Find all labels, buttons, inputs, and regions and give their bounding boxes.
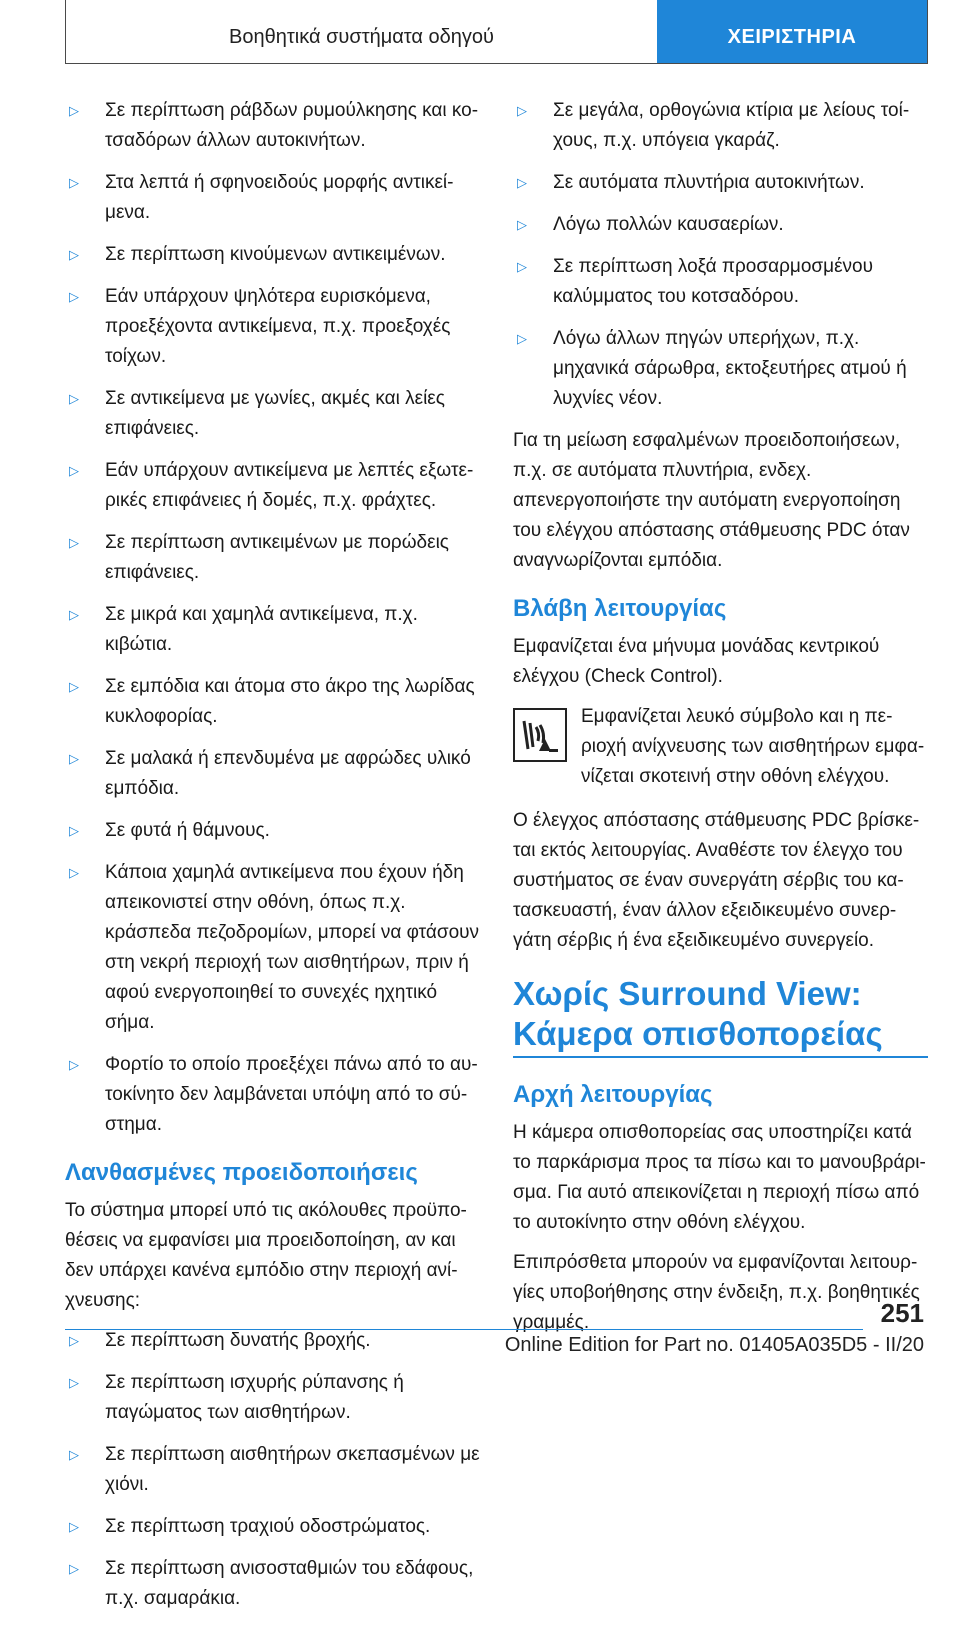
bullet-text: Σε περίπτωση ανισοσταθμιών του εδάφους, π.χ. σαμαράκια. — [105, 1558, 474, 1609]
triangle-right-icon: ▷ — [517, 259, 527, 274]
footer-edition: Online Edition for Part no. 01405A035D5 - II/20 — [504, 1334, 924, 1356]
bullet-text: Σε περίπτωση αντικειμένων με πορώδεις επιφάνειες. — [105, 532, 449, 583]
bullet-item — [65, 816, 480, 846]
footer-rule — [65, 1329, 863, 1330]
heading-principle: Αρχή λειτουργίας — [513, 1081, 713, 1108]
triangle-right-icon: ▷ — [69, 1057, 79, 1072]
heading-malfunction: Βλάβη λειτουργίας — [513, 595, 727, 622]
triangle-right-icon: ▷ — [517, 175, 527, 190]
bullet-item — [65, 168, 480, 228]
right-column — [513, 96, 928, 1348]
bullet-text: Εάν υπάρχουν ψηλότερα ευρισκόμενα, προεξέχοντα αντικείμενα, π.χ. προεξοχές τοίχων. — [105, 286, 451, 367]
paragraph-false-warnings: Το σύστημα μπορεί υπό τις ακόλουθες προϋποθέσεις να εμφανίσει μια προειδοποίηση, αν και δεν υπάρχει κανένα εμπόδιο στην περιοχή ανίχνευσης: — [65, 1200, 467, 1311]
triangle-right-icon: ▷ — [69, 103, 79, 118]
bullet-item — [513, 252, 928, 312]
bullet-text: Λόγω πολλών καυσαερίων. — [553, 214, 784, 235]
bullet-item — [513, 96, 928, 156]
bullet-text: Κάποια χαμηλά αντικείμενα που έχουν ήδη απεικονιστεί στην οθόνη, όπως π.χ. κράσπεδα πεζοδρομίων, μπορεί να φτάσουν στη νεκρή περιοχή των αισθητήρων, πριν ή αφού ενεργοποιηθεί το συνεχές ηχητικό σήμα. — [105, 862, 480, 1033]
bullet-item — [65, 1512, 480, 1542]
triangle-right-icon: ▷ — [517, 331, 527, 346]
page-number: 251 — [880, 1298, 924, 1328]
bullet-item — [513, 324, 928, 414]
bullet-item — [65, 672, 480, 732]
triangle-right-icon: ▷ — [69, 1447, 79, 1462]
bullet-text: Σε μικρά και χαμηλά αντικείμενα, π.χ. κιβώτια. — [105, 604, 418, 655]
triangle-right-icon: ▷ — [69, 679, 79, 694]
header-title: Βοηθητικά συστήματα οδηγού — [229, 26, 494, 48]
left-column — [65, 96, 480, 1626]
bullet-item — [513, 210, 928, 240]
bullet-item — [65, 1368, 480, 1428]
bullet-item — [65, 96, 480, 156]
bullet-item — [513, 168, 928, 198]
triangle-right-icon: ▷ — [517, 217, 527, 232]
triangle-right-icon: ▷ — [517, 103, 527, 118]
bullet-item — [65, 744, 480, 804]
bullet-text: Σε περίπτωση ράβδων ρυμούλκησης και κοτσαδόρων άλλων αυτοκινήτων. — [105, 100, 479, 151]
bullet-text: Σε περίπτωση τραχιού οδοστρώματος. — [105, 1516, 431, 1537]
bullet-text: Λόγω άλλων πηγών υπερήχων, π.χ. μηχανικά σάρωθρα, εκτοξευτήρες ατμού ή λυχνίες νέον. — [553, 328, 907, 409]
bullet-text: Σε μαλακά ή επενδυμένα με αφρώδες υλικό εμπόδια. — [105, 748, 471, 799]
bullet-item — [65, 384, 480, 444]
bullet-item — [65, 1440, 480, 1500]
bullet-text: Σε φυτά ή θάμνους. — [105, 820, 270, 841]
bullet-item — [65, 456, 480, 516]
bullet-text: Σε περίπτωση δυνατής βροχής. — [105, 1330, 371, 1351]
bullet-text: Σε μεγάλα, ορθογώνια κτίρια με λείους τοίχους, π.χ. υπόγεια γκαράζ. — [553, 100, 910, 151]
triangle-right-icon: ▷ — [69, 607, 79, 622]
main-heading-line-1: Χωρίς Surround View: — [513, 975, 862, 1012]
triangle-right-icon: ▷ — [69, 247, 79, 262]
bullet-text: Εάν υπάρχουν αντικείμενα με λεπτές εξωτερικές επιφάνειες ή δομές, π.χ. φράχτες. — [105, 460, 474, 511]
triangle-right-icon: ▷ — [69, 535, 79, 550]
bullet-item — [65, 1554, 480, 1614]
bullet-item — [65, 600, 480, 660]
pdc-fault-description: Εμφανίζεται λευκό σύμβολο και η περιοχή ανίχνευσης των αισθητήρων εμφανίζεται σκοτεινή στην οθόνη ελέγχου. — [581, 706, 925, 787]
heading-false-warnings: Λανθασμένες προειδοποιήσεις — [65, 1159, 418, 1186]
paragraph-principle-1: Η κάμερα οπισθοπορείας σας υποστηρίζει κατά το παρκάρισμα προς τα πίσω και το μανουβράρισμα. Για αυτό απεικονίζεται η περιοχή πίσω από το αυτοκίνητο στην οθόνη ελέγχου. — [513, 1122, 926, 1233]
main-heading-rear-camera — [513, 974, 928, 1054]
paragraph-pdc-out-of-order: Ο έλεγχος απόστασης στάθμευσης PDC βρίσκεται εκτός λειτουργίας. Αναθέστε τον έλεγχο του συστήματος σε έναν συνεργάτη σέρβις του κατασκευαστή, έναν άλλον εξειδικευμένο συνεργάτη σέρβις ή ένα εξειδικευμένο συνεργείο. — [513, 810, 920, 951]
left-bullet-list-1 — [65, 96, 480, 1140]
heading-rule — [513, 1054, 928, 1058]
bullet-item — [65, 240, 480, 270]
triangle-right-icon: ▷ — [69, 865, 79, 880]
left-bullet-list-2 — [65, 1326, 480, 1614]
bullet-text: Σε εμπόδια και άτομα στο άκρο της λωρίδας κυκλοφορίας. — [105, 676, 475, 727]
triangle-right-icon: ▷ — [69, 1375, 79, 1390]
bullet-text: Σε περίπτωση λοξά προσαρμοσμένου καλύμματος του κοτσαδόρου. — [553, 256, 874, 307]
bullet-item — [65, 528, 480, 588]
triangle-right-icon: ▷ — [69, 289, 79, 304]
bullet-item — [65, 1326, 480, 1356]
bullet-text: Φορτίο το οποίο προεξέχει πάνω από το αυτοκίνητο δεν λαμβάνεται υπόψη από το σύστημα. — [105, 1054, 478, 1135]
main-heading-line-2: Κάμερα οπισθοπορείας — [513, 1015, 883, 1052]
bullet-text: Σε περίπτωση κινούμενων αντικειμένων. — [105, 244, 446, 265]
pdc-fault-icon — [513, 708, 567, 762]
bullet-text: Σε αυτόματα πλυντήρια αυτοκινήτων. — [553, 172, 865, 193]
bullet-text: Σε περίπτωση αισθητήρων σκεπασμένων με χιόνι. — [105, 1444, 480, 1495]
bullet-text: Στα λεπτά ή σφηνοειδούς μορφής αντικείμενα. — [105, 172, 454, 223]
triangle-right-icon: ▷ — [69, 1519, 79, 1534]
triangle-right-icon: ▷ — [69, 823, 79, 838]
bullet-item — [65, 282, 480, 372]
bullet-text: Σε αντικείμενα με γωνίες, ακμές και λείες επιφάνειες. — [105, 388, 445, 439]
bullet-item — [65, 1050, 480, 1140]
triangle-right-icon: ▷ — [69, 391, 79, 406]
paragraph-malfunction: Εμφανίζεται ένα μήνυμα μονάδας κεντρικού ελέγχου (Check Control). — [513, 636, 880, 687]
pdc-fault-notice — [513, 702, 928, 792]
page-header — [65, 0, 928, 64]
bullet-item — [65, 858, 480, 1038]
triangle-right-icon: ▷ — [69, 1333, 79, 1348]
right-bullet-list — [513, 96, 928, 414]
triangle-right-icon: ▷ — [69, 751, 79, 766]
triangle-right-icon: ▷ — [69, 175, 79, 190]
triangle-right-icon: ▷ — [69, 463, 79, 478]
bullet-text: Σε περίπτωση ισχυρής ρύπανσης ή παγώματος των αισθητήρων. — [105, 1372, 404, 1423]
paragraph-reduce-warnings: Για τη μείωση εσφαλμένων προειδοποιήσεων, π.χ. σε αυτόματα πλυντήρια, ενδεχ. απενεργοποιήστε την αυτόματη ενεργοποίηση του ελέγχου απόστασης στάθμευσης PDC όταν αναγνωρίζονται εμπόδια. — [513, 430, 910, 571]
header-section-tab[interactable]: ΧΕΙΡΙΣΤΗΡΙΑ — [657, 0, 927, 63]
triangle-right-icon: ▷ — [69, 1561, 79, 1576]
paragraph-principle-2: Επιπρόσθετα μπορούν να εμφανίζονται λειτουργίες υποβοήθησης στην ένδειξη, π.χ. βοηθητικές γραμμές. — [513, 1252, 920, 1333]
